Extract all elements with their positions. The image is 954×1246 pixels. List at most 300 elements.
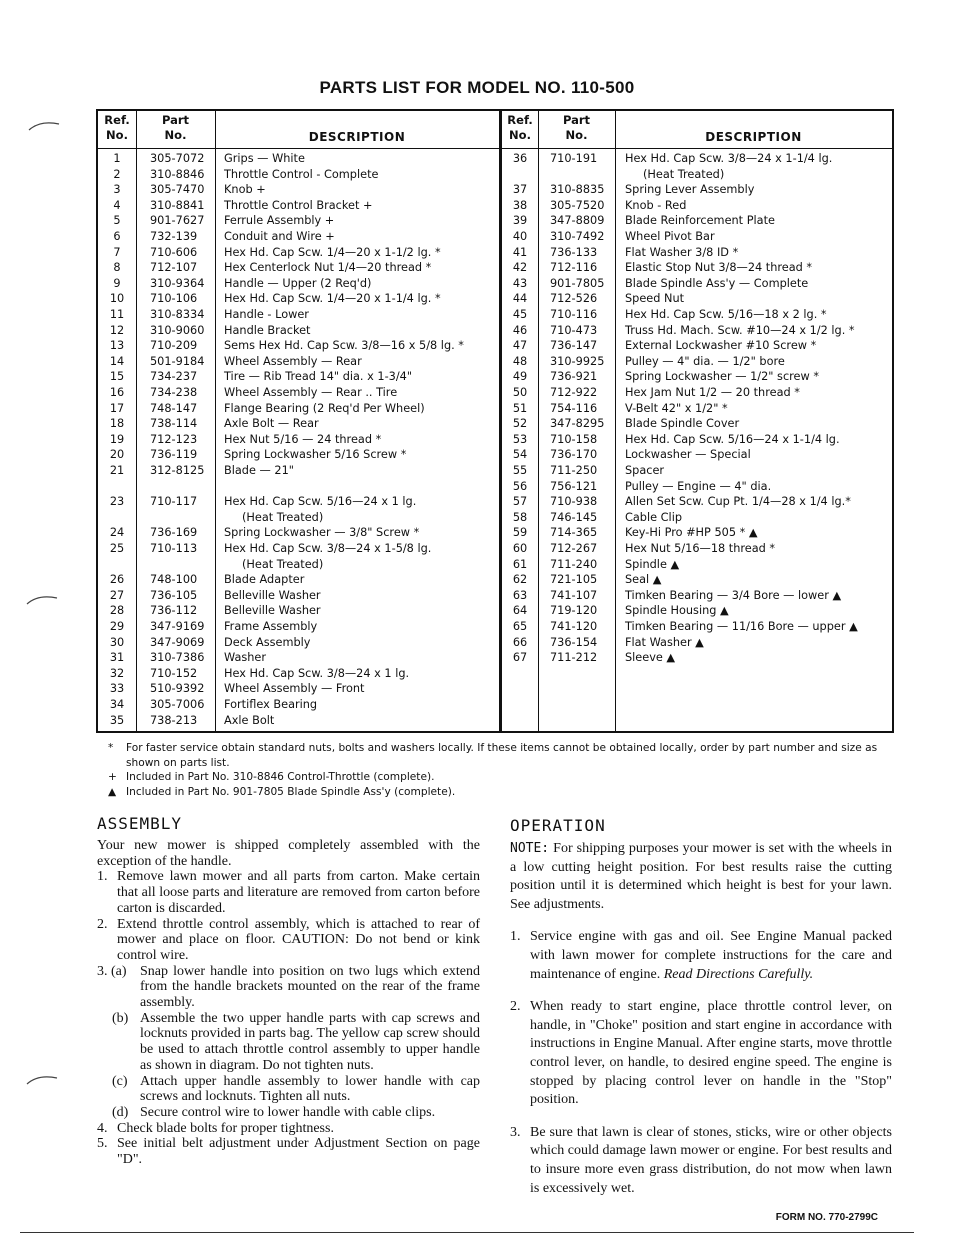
ref-number: 31 bbox=[109, 651, 125, 665]
ref-number: 14 bbox=[109, 354, 125, 368]
table-row bbox=[502, 151, 892, 182]
part-number: 901-7805 bbox=[550, 276, 605, 290]
ref-number: 49 bbox=[512, 370, 528, 384]
part-description: Belleville Washer bbox=[224, 604, 321, 618]
ref-number: 45 bbox=[512, 308, 528, 321]
table-row bbox=[98, 276, 499, 292]
part-number: 510-9392 bbox=[150, 682, 205, 696]
ref-number: 47 bbox=[512, 339, 528, 353]
part-description: Spring Lockwasher 5/16 Screw * bbox=[224, 448, 407, 462]
ref-number: 13 bbox=[109, 339, 125, 353]
table-row bbox=[98, 525, 499, 541]
table-row bbox=[502, 432, 892, 448]
part-description: External Lockwasher #10 Screw * bbox=[625, 339, 817, 353]
table-row bbox=[98, 198, 499, 214]
table-row bbox=[98, 572, 499, 588]
operation-note: NOTE: For shipping purposes your mower is set with the wheels in a low cutting height position. For best results raise the cutting position until it is determined which height is best for your lawn. See adjustments. bbox=[510, 841, 893, 912]
table-row bbox=[502, 479, 892, 495]
footnote-text: Included in Part No. 901-7805 Blade Spindle Ass'y (complete). bbox=[126, 785, 456, 798]
part-description: Throttle Control - Complete bbox=[224, 167, 379, 181]
table-row bbox=[98, 541, 499, 572]
part-number: 710-473 bbox=[550, 323, 598, 337]
table-row bbox=[98, 635, 499, 651]
part-description: Hex Nut 5/16 — 24 thread * bbox=[224, 432, 382, 446]
part-description: Pulley — 4" dia. — 1/2" bore bbox=[625, 354, 785, 368]
table-row bbox=[98, 354, 499, 370]
table-row bbox=[502, 557, 892, 573]
part-description: Hex Hd. Cap Scw. 1/4—20 x 1-1/2 lg. * bbox=[224, 245, 441, 259]
ref-number: 59 bbox=[512, 526, 528, 540]
ref-number: 4 bbox=[113, 198, 121, 212]
ref-number: 30 bbox=[109, 635, 125, 649]
part-description: Hex Hd. Cap Scw. 5/16—24 x 1-1/4 lg. bbox=[625, 432, 840, 446]
footnote-symbol: + bbox=[108, 771, 117, 784]
operation-section bbox=[510, 840, 892, 1198]
part-description: Lockwasher — Special bbox=[625, 448, 751, 462]
part-number: 746-145 bbox=[550, 510, 598, 524]
part-description: Wheel Assembly — Front bbox=[224, 682, 365, 696]
part-number: 711-250 bbox=[550, 464, 598, 477]
ref-number: 11 bbox=[109, 308, 125, 321]
table-row bbox=[98, 182, 499, 198]
assembly-step: (b) Assemble the two upper handle parts with cap screws and locknuts provided in parts bag. The yellow cap screw should be used to attach throttle control assembly to upper handle as shown in diagram. Do not tighten nuts. bbox=[112, 1010, 480, 1073]
ref-number: 38 bbox=[512, 198, 528, 212]
table-row bbox=[502, 650, 892, 666]
part-description: Hex Centerlock Nut 1/4—20 thread * bbox=[224, 261, 432, 275]
ref-number: 60 bbox=[512, 542, 528, 555]
part-number: 710-938 bbox=[550, 495, 598, 509]
table-row bbox=[98, 650, 499, 666]
part-number: 310-9060 bbox=[150, 323, 205, 337]
ref-header: Ref. No. bbox=[104, 113, 130, 142]
part-description: Hex Nut 5/16—18 thread * bbox=[625, 542, 776, 555]
part-description: Handle - Lower bbox=[224, 308, 309, 321]
ref-number: 18 bbox=[109, 417, 125, 431]
table-row bbox=[502, 401, 892, 417]
part-number: 310-8334 bbox=[150, 308, 205, 321]
part-description: Axle Bolt bbox=[224, 713, 275, 727]
part-number: 734-238 bbox=[150, 386, 198, 399]
table-row bbox=[502, 260, 892, 276]
part-description: Knob + bbox=[224, 183, 266, 197]
ref-number: 50 bbox=[512, 386, 528, 399]
footnote-text: Included in Part No. 310-8846 Control-Throttle (complete). bbox=[126, 771, 435, 784]
ref-number: 42 bbox=[512, 261, 528, 275]
part-number: 310-8846 bbox=[150, 167, 205, 181]
part-description: Spring Lockwasher — 3/8" Screw * bbox=[224, 526, 420, 540]
ref-number: 34 bbox=[109, 698, 125, 711]
table-row bbox=[98, 619, 499, 635]
part-number: 901-7627 bbox=[150, 214, 205, 228]
part-description: Spacer bbox=[625, 464, 665, 477]
assembly-step: 5. See initial belt adjustment under Adjustment Section on page "D". bbox=[97, 1136, 480, 1168]
table-row bbox=[502, 510, 892, 526]
table-row bbox=[98, 603, 499, 619]
table-row bbox=[98, 697, 499, 713]
ref-number: 6 bbox=[113, 230, 121, 243]
table-row bbox=[98, 401, 499, 417]
table-row bbox=[98, 432, 499, 448]
operation-step: 3. Be sure that lawn is clear of stones, sticks, wire or other objects which could damage lawn mower or engine. For best results and to insure more even grass distribution, do not mow when lawn is excessively wet. bbox=[510, 1124, 892, 1196]
part-description: Blade — 21" bbox=[224, 464, 294, 477]
table-row bbox=[502, 354, 892, 370]
part-description: Fortiflex Bearing bbox=[224, 698, 318, 711]
part-description: Deck Assembly bbox=[224, 635, 311, 649]
part-number: 312-8125 bbox=[150, 464, 205, 477]
ref-number: 3 bbox=[113, 183, 121, 197]
ref-number: 19 bbox=[109, 432, 125, 446]
part-description: Speed Nut bbox=[625, 292, 685, 306]
part-number: 305-7470 bbox=[150, 183, 205, 197]
ref-number: 66 bbox=[512, 635, 528, 649]
part-number: 711-240 bbox=[550, 557, 598, 571]
table-row bbox=[502, 635, 892, 651]
table-row bbox=[502, 338, 892, 354]
part-description: Wheel Assembly — Rear .. Tire bbox=[224, 386, 398, 399]
ref-number: 10 bbox=[109, 292, 125, 306]
assembly-heading: ASSEMBLY bbox=[97, 814, 183, 833]
table-row bbox=[502, 588, 892, 604]
part-description: Wheel Pivot Bar bbox=[625, 230, 715, 243]
table-row bbox=[502, 385, 892, 401]
ref-number: 67 bbox=[512, 651, 528, 665]
ref-number: 15 bbox=[109, 370, 125, 384]
ref-number: 12 bbox=[109, 323, 125, 337]
table-row bbox=[98, 494, 499, 525]
table-row bbox=[98, 588, 499, 604]
ref-number: 51 bbox=[512, 401, 528, 415]
part-description: Cable Clip bbox=[625, 510, 682, 524]
ref-number: 25 bbox=[109, 542, 125, 555]
ref-number: 33 bbox=[109, 682, 125, 696]
part-description: Hex Hd. Cap Scw. 3/8—24 x 1-1/4 lg. bbox=[625, 152, 833, 165]
part-description: Blade Spindle Ass'y — Complete bbox=[625, 276, 809, 290]
table-row bbox=[502, 245, 892, 261]
ref-number: 26 bbox=[109, 573, 125, 587]
parts-table-right bbox=[500, 109, 894, 733]
part-description: Truss Hd. Mach. Scw. #10—24 x 1/2 lg. * bbox=[625, 323, 855, 337]
table-row bbox=[98, 245, 499, 261]
ref-number: 62 bbox=[512, 573, 528, 587]
part-number: 712-526 bbox=[550, 292, 598, 306]
part-number: 736-133 bbox=[550, 245, 598, 259]
part-number: 710-113 bbox=[150, 542, 198, 555]
part-number: 736-147 bbox=[550, 339, 598, 353]
operation-step: 1. Service engine with gas and oil. See Engine Manual packed with lawn mower for complete instructions for the care and maintenance of engine. Read Directions Carefully. bbox=[510, 929, 892, 982]
table-row bbox=[502, 198, 892, 214]
footnote-symbol: * bbox=[108, 742, 114, 754]
part-number: 736-169 bbox=[150, 526, 198, 540]
part-number: 347-8295 bbox=[550, 417, 605, 431]
table-row bbox=[502, 291, 892, 307]
operation-step: 2. When ready to start engine, place throttle control lever, on handle, in "Choke" position and start engine in accordance with instructions in Engine Manual. After engine starts, move throttle control lever, on handle, to desired engine speed. The engine is stopped by placing control lever on handle in the "Stop" position. bbox=[510, 999, 892, 1108]
assembly-step: (c) Attach upper handle assembly to lower handle with cap screws and locknuts. Tighten all nuts. bbox=[112, 1073, 480, 1105]
ref-number: 48 bbox=[512, 354, 528, 368]
part-description: Spring Lever Assembly bbox=[625, 183, 755, 197]
part-number: 310-8841 bbox=[150, 198, 205, 212]
part-number: 310-7386 bbox=[150, 651, 205, 665]
table-row bbox=[502, 525, 892, 541]
table-row bbox=[98, 213, 499, 229]
part-number: 712-922 bbox=[550, 386, 598, 399]
part-description: Spring Lockwasher — 1/2" screw * bbox=[625, 370, 819, 384]
part-description: Timken Bearing — 11/16 Bore — upper ▲ bbox=[625, 620, 858, 633]
table-row bbox=[98, 447, 499, 463]
table-row bbox=[502, 619, 892, 635]
part-description: (Heat Treated) bbox=[643, 167, 725, 181]
part-number: 748-100 bbox=[150, 573, 198, 587]
ref-number: 41 bbox=[512, 245, 528, 259]
ref-number: 52 bbox=[512, 417, 528, 431]
part-number: 305-7006 bbox=[150, 698, 205, 711]
description-header: DESCRIPTION bbox=[308, 130, 406, 144]
part-number: 732-139 bbox=[150, 230, 198, 243]
part-description: Key-Hi Pro #HP 505 * ▲ bbox=[625, 526, 758, 540]
part-number: 347-9169 bbox=[150, 620, 205, 633]
footnote bbox=[104, 741, 894, 770]
ref-number: 35 bbox=[109, 713, 125, 727]
table-row bbox=[502, 416, 892, 432]
table-row bbox=[502, 494, 892, 510]
part-number: 738-114 bbox=[150, 417, 198, 431]
part-description: Seal ▲ bbox=[625, 573, 662, 587]
table-row bbox=[98, 229, 499, 245]
assembly-step: 3. (a) Snap lower handle into position on two lugs which extend from the handle brackets mounted on the rear of the frame assembly. bbox=[97, 963, 480, 1011]
table-row bbox=[98, 151, 499, 167]
part-number: 712-107 bbox=[150, 261, 198, 275]
part-header: Part No. bbox=[161, 113, 190, 142]
ref-number: 65 bbox=[512, 620, 528, 633]
part-description: Handle Bracket bbox=[224, 323, 311, 337]
table-row bbox=[98, 681, 499, 697]
ref-number: 17 bbox=[109, 401, 125, 415]
part-number: 736-105 bbox=[150, 588, 198, 602]
ref-number: 55 bbox=[512, 464, 528, 477]
assembly-step: (d) Secure control wire to lower handle with cable clips. bbox=[112, 1104, 436, 1120]
part-description: Hex Hd. Cap Scw. 3/8—24 x 1 lg. bbox=[224, 666, 410, 680]
part-description: Allen Set Scw. Cup Pt. 1/4—28 x 1/4 lg.* bbox=[625, 495, 851, 509]
table-row bbox=[502, 369, 892, 385]
table-row bbox=[98, 291, 499, 307]
parts-footnotes bbox=[104, 741, 894, 799]
table-row bbox=[502, 182, 892, 198]
part-description: Grips — White bbox=[224, 152, 305, 165]
ref-number: 24 bbox=[109, 526, 125, 540]
table-row bbox=[502, 447, 892, 463]
ref-number: 54 bbox=[512, 448, 528, 462]
margin-mark bbox=[26, 1072, 58, 1086]
table-row bbox=[98, 416, 499, 432]
part-description: Wheel Assembly — Rear bbox=[224, 354, 362, 368]
part-description: Elastic Stop Nut 3/8—24 thread * bbox=[625, 261, 813, 275]
part-number: 710-191 bbox=[550, 152, 598, 165]
ref-number: 5 bbox=[113, 214, 121, 228]
part-number: 310-9364 bbox=[150, 276, 205, 290]
part-description: Flange Bearing (2 Req'd Per Wheel) bbox=[224, 401, 425, 415]
margin-mark bbox=[28, 118, 60, 132]
part-number: 712-123 bbox=[150, 432, 198, 446]
part-number: 310-8835 bbox=[550, 183, 605, 197]
table-row bbox=[502, 541, 892, 557]
part-number: 305-7520 bbox=[550, 198, 605, 212]
part-description: Hex Hd. Cap Scw. 3/8—24 x 1-5/8 lg. bbox=[224, 542, 432, 555]
part-number: 347-9069 bbox=[150, 635, 205, 649]
ref-number: 8 bbox=[113, 261, 121, 275]
part-header: Part No. bbox=[562, 113, 591, 142]
part-number: 756-121 bbox=[550, 479, 598, 493]
assembly-step: 1. Remove lawn mower and all parts from carton. Make certain that all loose parts and literature are removed from carton before carton is discarded. bbox=[97, 869, 480, 916]
table-row bbox=[98, 666, 499, 682]
table-row bbox=[98, 385, 499, 401]
part-number: 710-158 bbox=[550, 432, 598, 446]
ref-number: 57 bbox=[512, 495, 528, 509]
part-number: 714-365 bbox=[550, 526, 598, 540]
table-row bbox=[98, 463, 499, 479]
part-description: Hex Jam Nut 1/2 — 20 thread * bbox=[625, 386, 800, 399]
ref-number: 40 bbox=[512, 230, 528, 243]
table-row bbox=[98, 260, 499, 276]
margin-mark bbox=[26, 592, 58, 606]
part-number: 711-212 bbox=[550, 651, 598, 665]
part-description: Ferrule Assembly + bbox=[224, 214, 335, 228]
table-row bbox=[502, 463, 892, 479]
ref-number: 63 bbox=[512, 588, 528, 602]
ref-number: 44 bbox=[512, 292, 528, 306]
ref-number: 28 bbox=[109, 604, 125, 618]
part-number: 710-116 bbox=[550, 308, 598, 321]
assembly-section bbox=[97, 838, 480, 1168]
part-description: Throttle Control Bracket + bbox=[224, 198, 373, 212]
part-number: 721-105 bbox=[550, 573, 598, 587]
footnote-text: For faster service obtain standard nuts, bolts and washers locally. If these items cannot be obtained locally, order by part number and size as shown on parts list. bbox=[126, 742, 878, 769]
part-number: 738-213 bbox=[150, 713, 198, 727]
ref-number: 58 bbox=[512, 510, 528, 524]
assembly-step: 4. Check blade bolts for proper tightness. bbox=[97, 1120, 334, 1136]
ref-number: 46 bbox=[512, 323, 528, 337]
footnote bbox=[104, 770, 894, 785]
ref-number: 43 bbox=[512, 276, 528, 290]
part-number: 712-116 bbox=[550, 261, 598, 275]
ref-number: 21 bbox=[109, 464, 125, 477]
part-description: Pulley — Engine — 4" dia. bbox=[625, 479, 772, 493]
part-description: Frame Assembly bbox=[224, 620, 318, 633]
ref-number: 23 bbox=[109, 495, 125, 509]
part-description: Hex Hd. Cap Scw. 5/16—24 x 1 lg. bbox=[224, 495, 417, 509]
part-number: 741-120 bbox=[550, 620, 598, 633]
ref-number: 27 bbox=[109, 588, 125, 602]
table-row bbox=[98, 713, 499, 729]
part-number: 710-117 bbox=[150, 495, 198, 509]
part-number: 710-606 bbox=[150, 245, 198, 259]
part-number: 736-170 bbox=[550, 448, 598, 462]
part-number: 310-7492 bbox=[550, 230, 605, 243]
ref-number: 2 bbox=[113, 167, 121, 181]
table-row bbox=[502, 603, 892, 619]
assembly-step: 2. Extend throttle control assembly, which is attached to rear of mower and place on floor. CAUTION: Do not bend or kink control wire. bbox=[97, 916, 480, 963]
ref-number: 29 bbox=[109, 620, 125, 633]
ref-number: 9 bbox=[113, 276, 121, 290]
ref-number: 37 bbox=[512, 183, 528, 197]
part-description: V-Belt 42" x 1/2" * bbox=[625, 401, 728, 415]
table-row bbox=[502, 229, 892, 245]
part-number: 754-116 bbox=[550, 401, 598, 415]
part-number: 719-120 bbox=[550, 604, 598, 618]
part-number: 748-147 bbox=[150, 401, 198, 415]
part-description: Handle — Upper (2 Req'd) bbox=[224, 276, 372, 290]
part-description: Sleeve ▲ bbox=[625, 651, 676, 665]
part-description: Axle Bolt — Rear bbox=[224, 417, 319, 431]
part-number: 347-8809 bbox=[550, 214, 605, 228]
description-header: DESCRIPTION bbox=[705, 130, 802, 144]
table-row bbox=[502, 307, 892, 323]
part-number: 710-152 bbox=[150, 666, 198, 680]
part-number: 305-7072 bbox=[150, 152, 205, 165]
part-description: Blade Reinforcement Plate bbox=[625, 214, 775, 228]
ref-number: 61 bbox=[512, 557, 528, 571]
part-number: 736-112 bbox=[150, 604, 198, 618]
ref-number: 20 bbox=[109, 448, 125, 462]
part-number: 310-9925 bbox=[550, 354, 605, 368]
part-description: Spindle Housing ▲ bbox=[625, 604, 729, 618]
part-description: Hex Hd. Cap Scw. 5/16—18 x 2 lg. * bbox=[625, 308, 827, 321]
part-number: 710-209 bbox=[150, 339, 198, 353]
part-number: 501-9184 bbox=[150, 354, 205, 368]
ref-number: 7 bbox=[113, 245, 121, 259]
ref-number: 53 bbox=[512, 432, 528, 446]
part-description: Flat Washer 3/8 ID * bbox=[625, 245, 739, 259]
part-description: Blade Adapter bbox=[224, 573, 305, 587]
part-description: Timken Bearing — 3/4 Bore — lower ▲ bbox=[625, 588, 842, 602]
operation-heading: OPERATION bbox=[510, 816, 606, 835]
ref-number: 16 bbox=[109, 386, 125, 399]
bottom-rule bbox=[20, 1232, 914, 1233]
part-description: Flat Washer ▲ bbox=[625, 635, 704, 649]
form-number: FORM NO. 770-2799C bbox=[775, 1212, 878, 1223]
part-description: Conduit and Wire + bbox=[224, 230, 335, 243]
footnote-symbol: ▲ bbox=[108, 785, 117, 798]
ref-header: Ref. No. bbox=[507, 113, 533, 142]
part-number: 734-237 bbox=[150, 370, 198, 384]
ref-number: 32 bbox=[109, 666, 125, 680]
part-description: Hex Hd. Cap Scw. 1/4—20 x 1-1/4 lg. * bbox=[224, 292, 441, 306]
part-number: 736-921 bbox=[550, 370, 598, 384]
table-row bbox=[502, 572, 892, 588]
part-number: 741-107 bbox=[550, 588, 598, 602]
table-row bbox=[98, 338, 499, 354]
part-description: Blade Spindle Cover bbox=[625, 417, 740, 431]
ref-number: 56 bbox=[512, 479, 528, 493]
ref-number: 36 bbox=[512, 152, 528, 165]
page-title: PARTS LIST FOR MODEL NO. 110-500 bbox=[319, 78, 635, 97]
table-row bbox=[98, 167, 499, 183]
parts-table-left bbox=[96, 109, 501, 733]
part-number: 710-106 bbox=[150, 292, 198, 306]
table-row bbox=[502, 276, 892, 292]
assembly-intro: Your new mower is shipped completely assembled with the exception of the handle. bbox=[97, 838, 480, 869]
part-description: Washer bbox=[224, 651, 267, 665]
part-description: Knob - Red bbox=[625, 198, 687, 212]
part-description: Belleville Washer bbox=[224, 588, 321, 602]
table-row bbox=[98, 369, 499, 385]
table-row bbox=[98, 307, 499, 323]
part-number: 736-119 bbox=[150, 448, 198, 462]
part-description: (Heat Treated) bbox=[242, 557, 324, 571]
ref-number: 39 bbox=[512, 214, 528, 228]
table-row bbox=[502, 213, 892, 229]
footnote bbox=[104, 785, 894, 800]
ref-number: 1 bbox=[113, 152, 121, 165]
part-description: Tire — Rib Tread 14" dia. x 1-3/4" bbox=[224, 370, 413, 384]
